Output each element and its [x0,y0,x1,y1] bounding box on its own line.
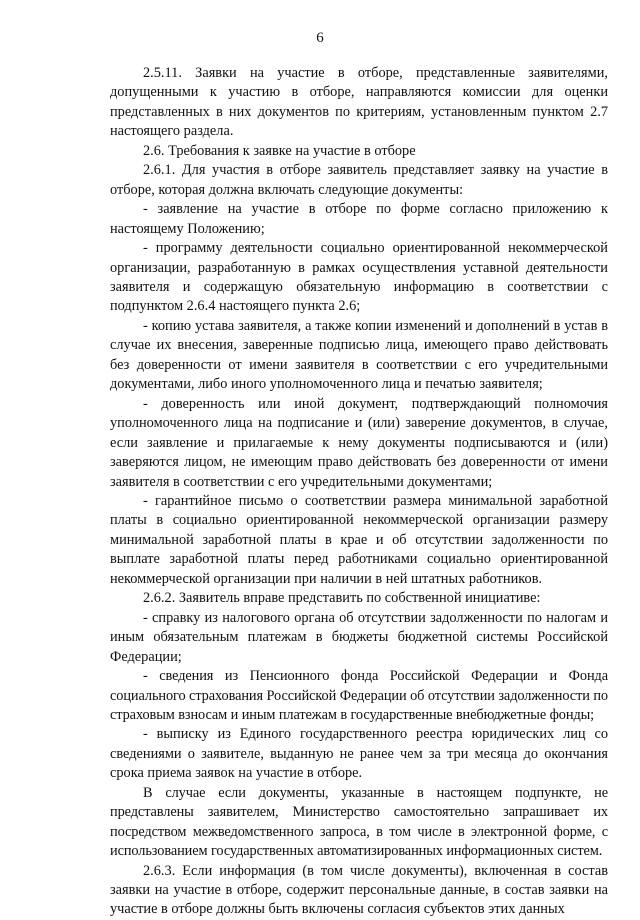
list-item-pension-fund-info: - сведения из Пенсионного фонда Российской Федерации и Фонда социального страхования Российской Федерации об отсутствии задолженности по страховым взносам и иным платежам в государственные внебюджетные фонды; [110,668,608,723]
list-item-power-of-attorney: - доверенность или иной документ, подтверждающий полномочия уполномоченного лица на подписание и (или) заверение документов, в случае, если заявление и прилагаемые к нему документы подписываются и (или) заверяются лицом, не имеющим право действовать без доверенности от имени заявителя в соответствии с его учредительными документами; [110,395,608,490]
paragraph-ministry-request: В случае если документы, указанные в настоящем подпункте, не представлены заявителем, Министерство самостоятельно запрашивает их посредством межведомственного запроса, в том числе в электронной форме, с использованием государственных автоматизированных информационных систем. [110,784,608,860]
list-item-guarantee-letter: - гарантийное письмо о соответствии размера минимальной заработной платы в социально ориентированной некоммерческой организации размеру минимальной заработной платы в крае и об отсутствии задолженности по выплате заработной платы перед работниками социально ориентированной некоммерческой организации при наличии в ней штатных работников. [110,492,608,587]
paragraph-2-5-11: 2.5.11. Заявки на участие в отборе, представленные заявителями, допущенными к участию в отборе, направляются комиссии для оценки представленных в них документов по критериям, установленным пунктом 2.7 настоящего раздела. [110,65,608,140]
list-item-registry-extract: - выписку из Единого государственного реестра юридических лиц со сведениями о заявителе, выданную не ранее чем за три месяца до окончания срока приема заявок на участие в отборе. [110,726,608,782]
list-item-application-form: - заявление на участие в отборе по форме согласно приложению к настоящему Положению; [110,201,608,237]
paragraph-2-6-1: 2.6.1. Для участия в отборе заявитель представляет заявку на участие в отборе, которая должна включать следующие документы: [110,162,608,198]
list-item-tax-certificate: - справку из налогового органа об отсутствии задолженности по налогам и иным обязательным платежам в бюджеты бюджетной системы Российской Федерации; [110,609,608,665]
section-heading-2-6: 2.6. Требования к заявке на участие в отборе [143,142,416,159]
list-item-charter-copy: - копию устава заявителя, а также копии изменений и дополнений в устав в случае их внесения, заверенные подписью лица, имеющего право действовать без доверенности от имени заявителя в соответствии с его учредительными документами, либо иного уполномоченного лица и печатью заявителя; [110,317,608,393]
page-number: 6 [316,30,324,46]
paragraph-2-6-2: 2.6.2. Заявитель вправе представить по собственной инициативе: [143,590,541,607]
paragraph-2-6-3: 2.6.3. Если информация (в том числе документы), включенная в состав заявки на участие в отборе, содержит персональные данные, в состав заявки на участие в отборе должны быть включены согласия субъектов этих данных [110,862,608,918]
list-item-activity-program: - программу деятельности социально ориентированной некоммерческой организации, разработанную в рамках осуществления уставной деятельности заявителя и содержащую обязательную информацию в соответствии с подпунктом 2.6.4 настоящего пункта 2.6; [110,240,608,315]
document-body [110,64,608,920]
